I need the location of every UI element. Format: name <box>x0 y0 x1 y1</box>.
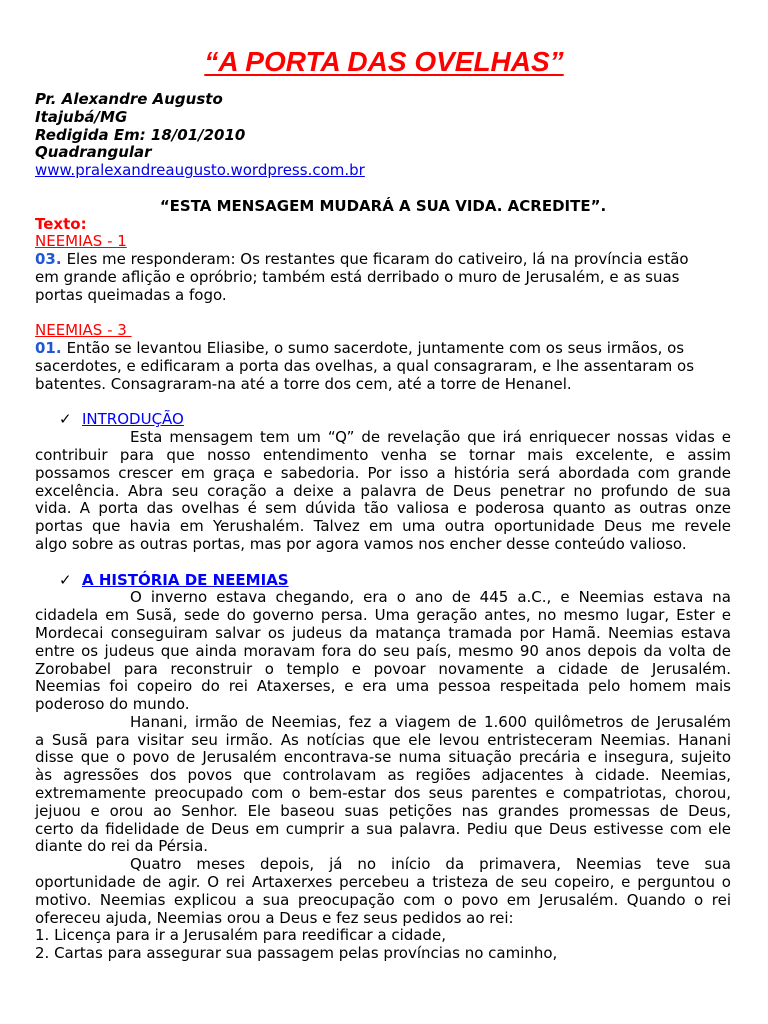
paragraph-line: contribuir para que nosso entendimento venha se tornar mais excelente, e assim <box>35 445 731 464</box>
verse-line: sacerdotes, e edificaram a porta das ovelhas, a qual consagraram, e lhe assentaram os <box>35 356 695 375</box>
title-text: “A PORTA DAS OVELHAS” <box>204 46 564 77</box>
verse-text: Então se levantou Eliasibe, o sumo sacerdote, juntamente com os seus irmãos, os <box>66 339 685 358</box>
paragraph-line: ofereceu ajuda, Neemias orou a Deus e fez seus pedidos ao rei: <box>35 908 514 927</box>
document-body <box>35 91 731 963</box>
scripture-reference: NEEMIAS - 3 <box>35 321 132 340</box>
verse-line: em grande aflição e opróbrio; também está derribado o muro de Jerusalém, e as suas <box>35 267 680 286</box>
document-title <box>0 45 768 79</box>
text-label-row <box>35 216 731 234</box>
check-icon <box>59 411 72 429</box>
paragraph-line: extremamente preocupado com o bem-estar dos seus parentes e compatriotas, chorou, <box>35 784 731 803</box>
check-icon <box>59 572 72 590</box>
tagline: “ESTA MENSAGEM MUDARÁ A SUA VIDA. ACREDITE”. <box>159 196 607 215</box>
verse-line <box>35 251 731 269</box>
section-heading-text: INTRODUÇÃO <box>82 410 184 429</box>
church-name: Quadrangular <box>35 143 152 162</box>
section-heading-introducao <box>35 411 731 429</box>
spacer <box>35 305 731 323</box>
verse-line: batentes. Consagraram-na até a torre dos cem, até a torre de Henanel. <box>35 374 572 393</box>
verse-line: portas queimadas a fogo. <box>35 285 227 304</box>
verse-text: Eles me responderam: Os restantes que ficaram do cativeiro, lá na província estão <box>66 250 689 269</box>
verse-line <box>35 340 731 358</box>
author-name: Pr. Alexandre Augusto <box>35 90 223 108</box>
paragraph-line: excelência. Abra seu coração a deixe a palavra de Deus penetrar no profundo de sua <box>35 481 731 500</box>
paragraph-line: jejuou e orou ao Senhor. Ele baseou suas petições nas grandes promessas de Deus, <box>35 801 731 820</box>
spacer <box>35 394 731 412</box>
list-item: 2. Cartas para assegurar sua passagem pelas províncias no caminho, <box>35 944 558 963</box>
paragraph-line: às agressões dos povos que controlavam as regiões adjacentes à cidade. Neemias, <box>35 766 731 785</box>
paragraph-line: disse que o povo de Jerusalém encontrava-se numa situação precária e insegura, sujeito <box>35 748 731 767</box>
verse-number: 01. <box>35 339 62 358</box>
scripture-reference-row <box>35 233 731 251</box>
verse-number: 03. <box>35 250 62 269</box>
paragraph-line: Neemias foi copeiro do rei Ataxerses, e era uma pessoa respeitada pelo homem mais <box>35 677 731 696</box>
paragraph-line: oportunidade de agir. O rei Artaxerxes percebeu a tristeza de seu copeiro, e perguntou o <box>35 873 731 892</box>
paragraph-line: certo da fidelidade de Deus em cumprir a sua palavra. Pediu que Deus estivesse com ele <box>35 819 731 838</box>
website-row <box>35 162 731 180</box>
paragraph-line: Quatro meses depois, já no início da primavera, Neemias teve sua <box>130 855 731 874</box>
website-link[interactable]: www.pralexandreaugusto.wordpress.com.br <box>35 161 365 180</box>
written-date: Redigida Em: 18/01/2010 <box>35 125 246 144</box>
section-heading-text: A HISTÓRIA DE NEEMIAS <box>82 570 289 589</box>
paragraph-line: Hanani, irmão de Neemias, fez a viagem de 1.600 quilômetros de Jerusalém <box>130 712 731 731</box>
paragraph-line: Mordecai conseguiram salvar os judeus da matança tramada por Hamã. Neemias estava <box>35 623 731 642</box>
scripture-reference: NEEMIAS - 1 <box>35 232 127 251</box>
paragraph-line: Zorobabel para reconstruir o templo e povoar novamente a cidade de Jerusalém. <box>35 659 731 678</box>
paragraph-line: cidadela em Susã, sede do governo persa. Uma geração antes, no mesmo lugar, Ester e <box>35 606 731 625</box>
paragraph-line: vida. A porta das ovelhas é sem dúvida tão valiosa e poderosa quanto as outras onze <box>35 499 731 518</box>
paragraph-line: entre os judeus que ainda moravam fora do seu país, mesmo 90 anos depois da volta de <box>35 641 731 660</box>
text-label: Texto: <box>35 214 87 233</box>
paragraph-line: portas que havia em Yerushalém. Talvez em uma outra oportunidade Deus me revele <box>35 517 731 536</box>
author-location: Itajubá/MG <box>35 107 128 126</box>
paragraph-line: poderoso do mundo. <box>35 695 190 714</box>
spacer <box>35 180 731 198</box>
list-item: 1. Licença para ir a Jerusalém para reedificar a cidade, <box>35 926 447 945</box>
paragraph-line: diante do rei da Pérsia. <box>35 837 209 856</box>
scripture-reference-row <box>35 322 731 340</box>
paragraph-line: motivo. Neemias explicou a sua preocupação com o povo em Jerusalém. Quando o rei <box>35 890 731 909</box>
paragraph-line: possamos crescer em graça e sabedoria. Por isso a história será abordada com grande <box>35 463 731 482</box>
paragraph-line: O inverno estava chegando, era o ano de 445 a.C., e Neemias estava na <box>130 588 731 607</box>
section-heading-historia <box>35 572 731 590</box>
paragraph-line: a Susã para visitar seu irmão. As notícias que ele levou entristeceram Neemias. Hanani <box>35 730 731 749</box>
paragraph-line: algo sobre as outras portas, mas por agora vamos nos encher desse conteúdo valioso. <box>35 534 687 553</box>
spacer <box>35 554 731 572</box>
paragraph-line: Esta mensagem tem um “Q” de revelação que irá enriquecer nossas vidas e <box>130 428 731 447</box>
